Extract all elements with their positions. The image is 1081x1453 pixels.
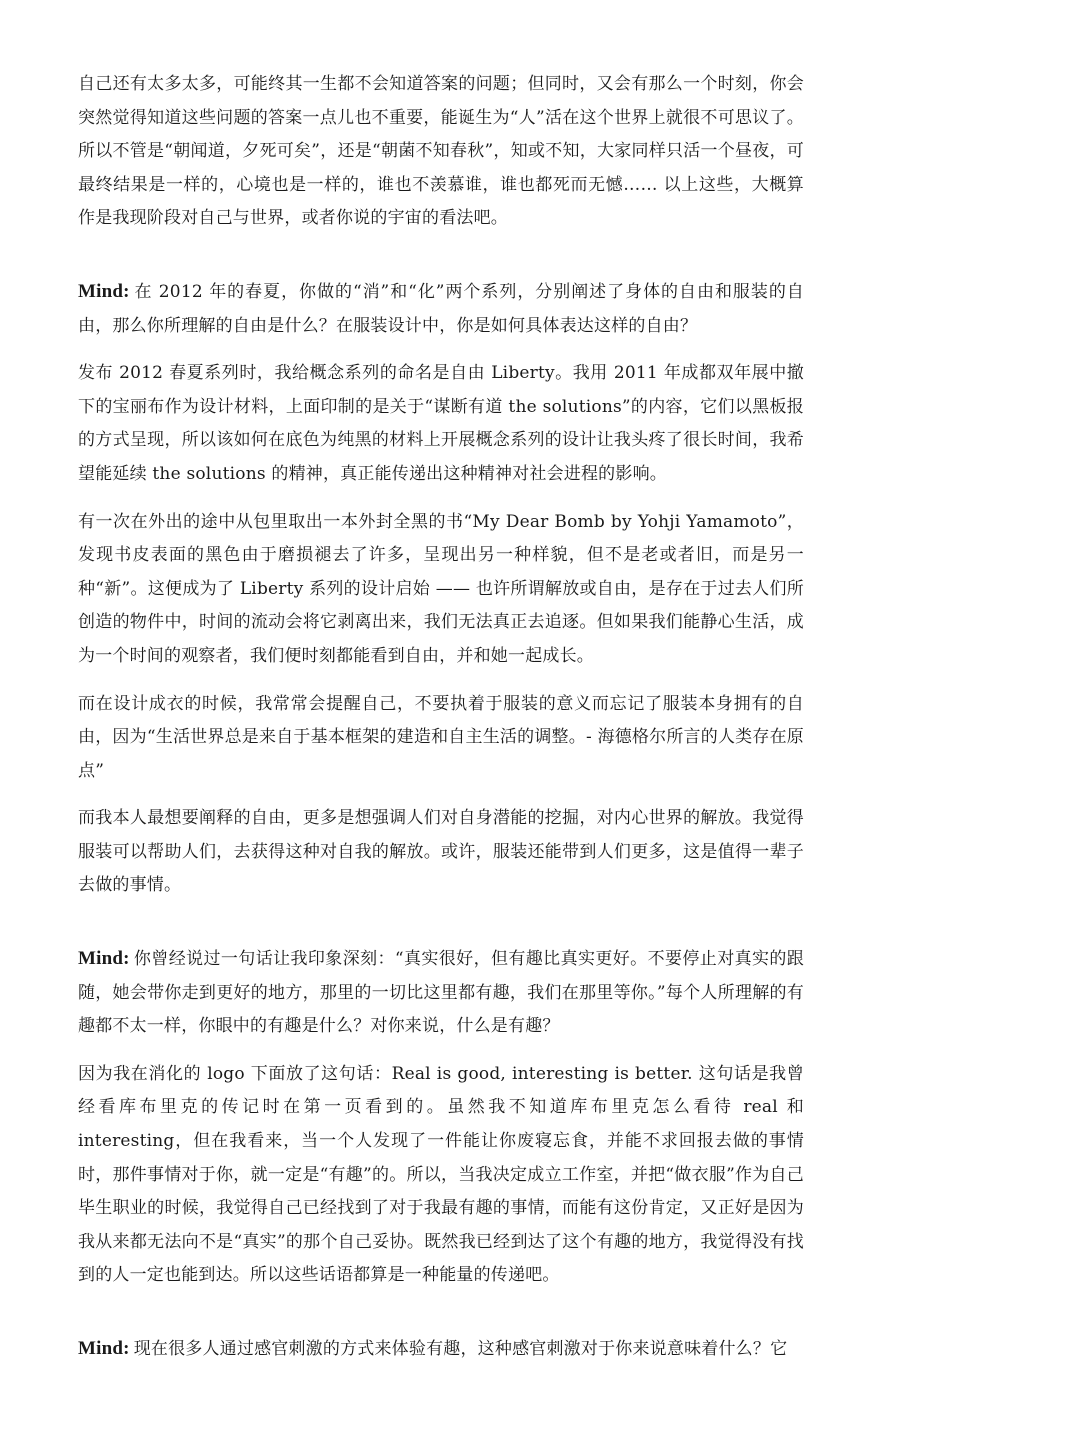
question-label: Mind: (78, 280, 130, 302)
article-body (78, 68, 804, 1381)
question-text: 你曾经说过一句话让我印象深刻：“真实很好，但有趣比真实更好。不要停止对真实的跟随，她会带你走到更好的地方，那里的一切比这里都有趣，我们在那里等你。”每个人所理解的有趣都不太一样，你眼中的有趣是什么？对你来说，什么是有趣？ (78, 949, 804, 1037)
question-paragraph (78, 275, 804, 343)
answer-paragraph: 因为我在消化的 logo 下面放了这句话：Real is good, interesting is better. 这句话是我曾经看库布里克的传记时在第一页看到的。虽然我不知道库布里克怎么看待 real 和 interesting，但在我看来，当一个人发现了一件能让你废寝忘食，并能不求回报去做的事情时，那件事情对于你，就一定是“有趣”的。所以，当我决定成立工作室，并把“做衣服”作为自己毕生职业的时候，我觉得自己已经找到了对于我最有趣的事情，而能有这份肯定，又正好是因为我从来都无法向不是“真实”的那个自己妥协。既然我已经到达了这个有趣的地方，我觉得没有找到的人一定也能到达。所以这些话语都算是一种能量的传递吧。 (78, 1063, 804, 1286)
answer-paragraph: 发布 2012 春夏系列时，我给概念系列的命名是自由 Liberty。我用 2011 年成都双年展中撤下的宝丽布作为设计材料，上面印制的是关于“谋断有道 the solutions”的内容，它们以黑板报的方式呈现，所以该如何在底色为纯黑的材料上开展概念系列的设计让我头疼了很长时间，我希望能延续 the solutions 的精神，真正能传递出这种精神对社会进程的影响。 (78, 363, 804, 484)
answer-paragraph: 而在设计成衣的时候，我常常会提醒自己，不要执着于服装的意义而忘记了服装本身拥有的自由，因为“生活世界总是来自于基本框架的建造和自主生活的调整。- 海德格尔所言的人类存在原点” (78, 693, 804, 781)
question-label: Mind: (78, 1338, 130, 1359)
section-gap (78, 917, 804, 942)
answer-paragraph: 而我本人最想要阐释的自由，更多是想强调人们对自身潜能的挖掘，对内心世界的解放。我觉得服装可以帮助人们，去获得这种对自我的解放。或许，服装还能带到人们更多，这是值得一辈子去做的事情。 (78, 808, 804, 896)
answer-paragraph: 自己还有太多太多，可能终其一生都不会知道答案的问题；但同时，又会有那么一个时刻，你会突然觉得知道这些问题的答案一点儿也不重要，能诞生为“人”活在这个世界上就很不可思议了。所以不管是“朝闻道，夕死可矣”，还是“朝菌不知春秋”，知或不知，大家同样只活一个昼夜，可最终结果是一样的，心境也是一样的，谁也不羡慕谁，谁也都死而无憾…… 以上这些，大概算作是我现阶段对自己与世界，或者你说的宇宙的看法吧。 (78, 74, 804, 229)
question-text: 在 2012 年的春夏，你做的“消”和“化”两个系列，分别阐述了身体的自由和服装的自由，那么你所理解的自由是什么？在服装设计中，你是如何具体表达这样的自由？ (78, 281, 804, 336)
question-text: 现在很多人通过感官刺激的方式来体验有趣，这种感官刺激对于你来说意味着什么？它 (133, 1339, 788, 1359)
question-paragraph (78, 942, 804, 1044)
question-label: Mind: (78, 948, 130, 970)
answer-paragraph: 有一次在外出的途中从包里取出一本外封全黑的书“My Dear Bomb by Yohji Yamamoto”，发现书皮表面的黑色由于磨损褪去了许多，呈现出另一种样貌，但不是老或者旧，而是另一种“新”。这便成为了 Liberty 系列的设计启始 —— 也许所谓解放或自由，是存在于过去人们所创造的物件中，时间的流动会将它剥离出来，我们无法真正去追逐。但如果我们能静心生活，成为一个时间的观察者，我们便时刻都能看到自由，并和她一起成长。 (78, 511, 804, 666)
section-gap (78, 250, 804, 275)
section-gap (78, 1307, 804, 1332)
question-paragraph (78, 1332, 804, 1367)
